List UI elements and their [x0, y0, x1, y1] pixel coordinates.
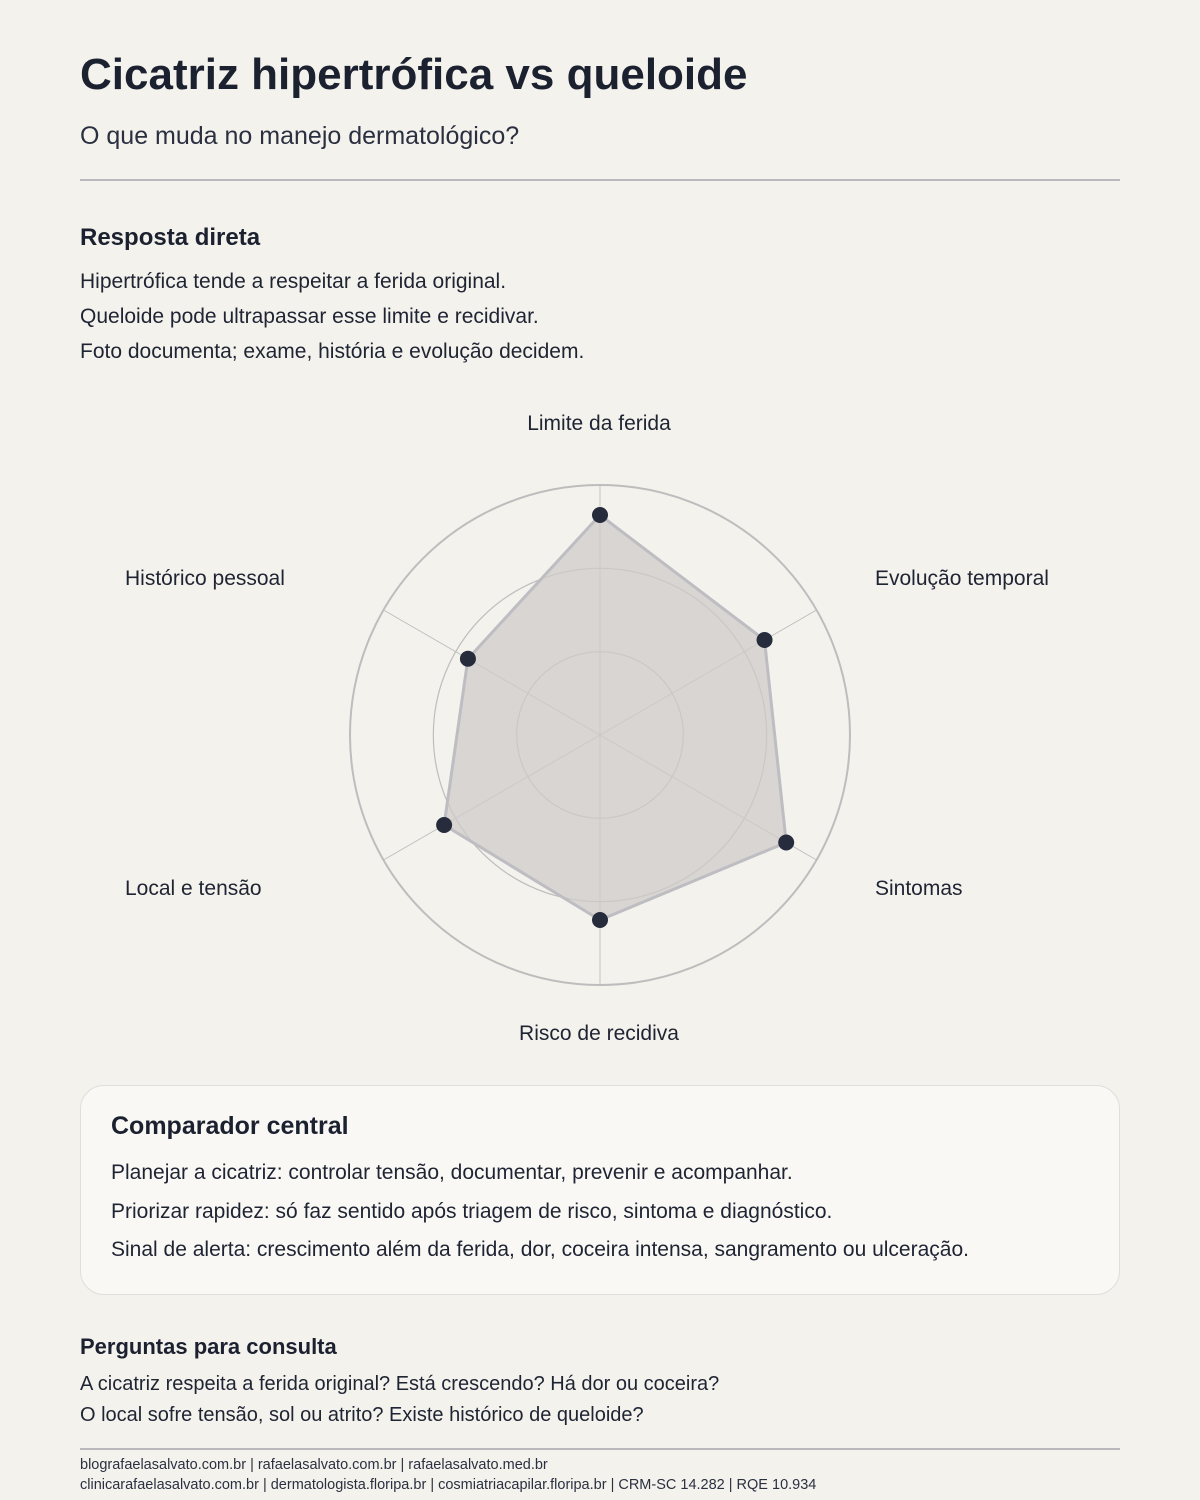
comparator-line: Planejar a cicatriz: controlar tensão, documentar, prevenir e acompanhar.: [111, 1161, 793, 1184]
footer-line: clinicarafaelasalvato.com.br | dermatologista.floripa.br | cosmiatriacapilar.floripa.br | CRM-SC 14.282 | RQE 10.934: [80, 1477, 817, 1493]
radar-point: [460, 651, 476, 667]
radar-point: [757, 632, 773, 648]
axis-label-sintomas: Sintomas: [875, 877, 963, 900]
page-title: Cicatriz hipertrófica vs queloide: [80, 50, 748, 99]
footer-line: blografaelasalvato.com.br | rafaelasalvato.com.br | rafaelasalvato.med.br: [80, 1457, 548, 1473]
radar-point: [592, 507, 608, 523]
direct-answer-line: Queloide pode ultrapassar esse limite e recidivar.: [80, 305, 539, 328]
axis-label-local-e-tensao: Local e tensão: [125, 877, 262, 900]
axis-label-limite-da-ferida: Limite da ferida: [527, 412, 671, 435]
comparator-line: Sinal de alerta: crescimento além da ferida, dor, coceira intensa, sangramento ou ulceração.: [111, 1238, 969, 1261]
radar-point: [436, 817, 452, 833]
radar-point: [778, 835, 794, 851]
direct-answer-section: [80, 224, 1120, 369]
central-comparator-heading: Comparador central: [111, 1112, 349, 1140]
question-line: A cicatriz respeita a ferida original? Está crescendo? Há dor ou coceira?: [80, 1373, 720, 1395]
axis-label-risco-de-recidiva: Risco de recidiva: [519, 1022, 679, 1045]
direct-answer-line: Foto documenta; exame, história e evolução decidem.: [80, 340, 585, 363]
radar-point: [592, 912, 608, 928]
direct-answer-heading: Resposta direta: [80, 224, 261, 251]
consultation-questions-lines: [80, 1369, 1120, 1431]
axis-label-historico-pessoal: Histórico pessoal: [125, 567, 285, 590]
page: [80, 0, 1120, 1500]
radar-chart: [0, 390, 1200, 1070]
footer: [80, 1455, 1120, 1495]
consultation-questions-heading: Perguntas para consulta: [80, 1334, 337, 1359]
radar-area-group: [444, 515, 786, 920]
radar-area: [444, 515, 786, 920]
header-divider: [80, 179, 1120, 181]
central-comparator-lines: [111, 1154, 969, 1270]
axis-label-evolucao-temporal: Evolução temporal: [875, 567, 1049, 590]
question-line: O local sofre tensão, sol ou atrito? Existe histórico de queloide?: [80, 1404, 644, 1426]
comparator-line: Priorizar rapidez: só faz sentido após triagem de risco, sintoma e diagnóstico.: [111, 1199, 833, 1223]
central-comparator-card: [80, 1085, 1120, 1295]
consultation-questions-section: [80, 1334, 1120, 1431]
radar-chart-svg: [0, 390, 1200, 1070]
direct-answer-line: Hipertrófica tende a respeitar a ferida original.: [80, 270, 507, 293]
direct-answer-lines: [80, 264, 1120, 369]
page-subtitle: O que muda no manejo dermatológico?: [80, 122, 520, 150]
footer-divider: [80, 1448, 1120, 1450]
